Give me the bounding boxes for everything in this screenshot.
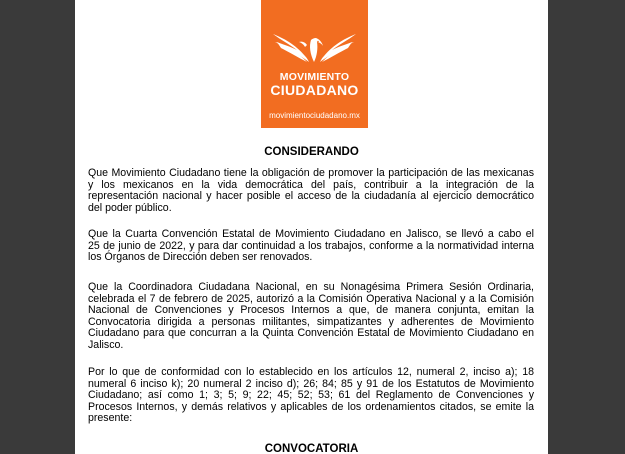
logo-line-1: MOVIMIENTO — [279, 71, 350, 83]
paragraph-3 — [88, 282, 534, 352]
paragraph-line: Que la Coordinadora Ciudadana Nacional, en su Nonagésima Primera Sesión Ordinaria, — [88, 281, 534, 293]
paragraph-line: Que la Cuarta Convención Estatal de Movimiento Ciudadano en Jalisco, se llevó a cabo el — [88, 228, 534, 240]
paragraph-4 — [88, 367, 534, 425]
logo-url: movimientociudadano.mx — [269, 111, 360, 120]
paragraph-line: Nacional de Convenciones y Procesos Internos a que, de manera conjunta, emitan la — [88, 304, 534, 317]
paragraph-line: Por lo que de conformidad con lo establecido en los artículos 12, numeral 2, inciso a); 18 — [88, 366, 534, 378]
paragraph-line: del poder público. — [88, 201, 172, 214]
movimiento-ciudadano-logo — [261, 0, 368, 128]
logo-line-2: CIUDADANO — [270, 82, 359, 98]
eagle-icon — [261, 0, 368, 72]
paragraph-line: representación nacional y hacer posible el acceso de la ciudadanía al ejercicio democrático — [88, 190, 534, 203]
paragraph-line: los Órganos de Dirección deben ser renovados. — [88, 251, 313, 264]
paragraph-1 — [88, 168, 534, 214]
paragraph-line: Jalisco. — [88, 338, 124, 351]
paragraph-line: celebrada el 7 de febrero de 2025, autorizó a la Comisión Operativa Nacional y a la Comisión — [88, 292, 534, 305]
paragraph-line: numeral 6 inciso k); 20 numeral 2 inciso d); 26; 84; 85 y 91 de los Estatutos de Movimiento — [88, 377, 534, 390]
paragraph-line: Ciudadano para que concurran a la Quinta Convención Estatal de Movimiento Ciudadano en — [88, 327, 534, 340]
paragraph-line: Procesos Internos, y demás relativos y aplicables de los ordenamientos citados, se emite la — [88, 400, 534, 413]
paragraph-line: Que Movimiento Ciudadano tiene la obligación de promover la participación de las mexicanas — [88, 167, 534, 179]
document-page — [75, 0, 548, 454]
paragraph-2 — [88, 229, 534, 264]
paragraph-line: Convocatoria dirigida a personas militantes, simpatizantes y adherentes de Movimiento — [88, 315, 534, 328]
paragraph-line: 25 de junio de 2022, y para dar continuidad a los trabajos, conforme a la normatividad interna — [88, 239, 534, 252]
convocatoria-heading: CONVOCATORIA — [264, 443, 359, 454]
considerando-heading: CONSIDERANDO — [264, 146, 359, 158]
paragraph-line: presente: — [88, 412, 133, 425]
paragraph-line: y los mexicanos en la vida democrática del país, contribuir a la integración de la — [88, 178, 534, 191]
paragraph-line: Ciudadano; así como 1; 3; 5; 9; 22; 45; 52; 53; 61 del Reglamento de Convenciones y — [88, 389, 534, 402]
